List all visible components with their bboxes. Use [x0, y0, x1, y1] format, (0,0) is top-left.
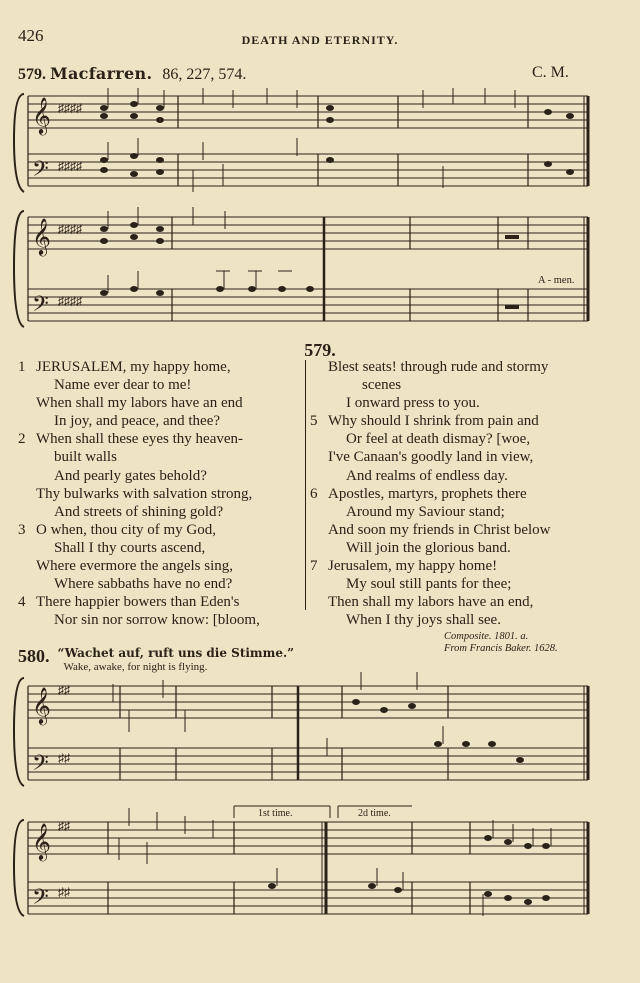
verse-line: Blest seats! through rude and stormy — [328, 359, 549, 375]
verse-number: 3 — [18, 521, 26, 538]
svg-text:♯♯: ♯♯ — [58, 751, 70, 765]
verse-number: 6 — [310, 485, 318, 502]
running-title: DEATH AND ETERNITY. — [241, 33, 399, 47]
svg-text:𝄢: 𝄢 — [32, 157, 49, 187]
verse-line: When I thy joys shall see. — [346, 612, 501, 629]
verse-line: Where sabbaths have no end? — [54, 576, 233, 593]
verse-number: 7 — [310, 558, 318, 575]
verse-line: Nor sin nor sorrow know: [bloom, — [54, 612, 260, 629]
verse-1 — [18, 358, 306, 430]
verse-line: Thy bulwarks with salvation strong, — [36, 485, 253, 502]
verse-line: When shall my labors have an end — [36, 395, 243, 412]
verse-line: O when, thou city of my God, — [36, 521, 216, 538]
verse-line: Shall I thy courts ascend, — [54, 539, 206, 556]
svg-text:♯♯♯♯: ♯♯♯♯ — [58, 101, 82, 115]
verse-line: Around my Saviour stand; — [346, 503, 505, 520]
hymn-579-heading — [18, 64, 246, 84]
svg-text:𝄢: 𝄢 — [32, 292, 49, 322]
verse-number: 2 — [18, 431, 26, 448]
verse-7 — [310, 557, 610, 629]
svg-text:♯♯♯♯: ♯♯♯♯ — [58, 294, 82, 308]
hymn-number: 580. — [18, 646, 50, 666]
verse-number: 1 — [18, 359, 26, 375]
svg-text:♯♯: ♯♯ — [58, 819, 70, 833]
verse-4 — [18, 593, 306, 629]
meter: C. M. — [532, 64, 569, 81]
music-system-580-b — [0, 800, 640, 920]
verse-line: And soon my friends in Christ below — [328, 521, 551, 538]
verse-line: There happier bowers than Eden's — [36, 594, 240, 611]
column-divider — [305, 360, 306, 610]
hymn-580-titles — [58, 646, 295, 674]
verse-2 — [18, 430, 306, 520]
verse-line: I onward press to you. — [346, 395, 480, 412]
amen-label: A - men. — [538, 275, 575, 286]
first-ending-label: 1st time. — [258, 808, 293, 819]
verse-6 — [310, 485, 610, 557]
music-system-579-b — [0, 205, 640, 335]
svg-text:𝄞: 𝄞 — [32, 686, 51, 724]
verse-line: Or feel at death dismay? [woe, — [346, 431, 531, 448]
hymn-text-number: 579. — [304, 340, 336, 360]
verses-right-column — [310, 358, 610, 655]
svg-text:♯♯♯♯: ♯♯♯♯ — [58, 222, 82, 236]
verse-line: JERUSALEM, my happy home, — [36, 359, 231, 375]
svg-text:𝄢: 𝄢 — [32, 751, 49, 781]
verse-line: And realms of endless day. — [346, 467, 508, 484]
verse-number: 4 — [18, 594, 26, 611]
svg-text:𝄢: 𝄢 — [32, 885, 49, 915]
tune-name: Macfarren. — [50, 64, 153, 83]
verse-line: Why should I shrink from pain and — [328, 413, 539, 430]
verse-line: Apostles, martyrs, prophets there — [328, 485, 527, 502]
svg-text:♯♯: ♯♯ — [58, 885, 70, 899]
svg-text:♯♯: ♯♯ — [58, 683, 70, 697]
music-system-579-a — [0, 88, 640, 198]
verse-line: Will join the glorious band. — [346, 539, 511, 556]
verse-line: Name ever dear to me! — [54, 377, 192, 394]
verse-5 — [310, 412, 610, 484]
english-title: Wake, awake, for night is flying. — [63, 661, 208, 673]
svg-text:𝄞: 𝄞 — [32, 822, 51, 860]
page-number: 426 — [18, 26, 44, 45]
verse-3 — [18, 521, 306, 593]
verse-line: And streets of shining gold? — [54, 503, 224, 520]
second-ending-label: 2d time. — [358, 808, 391, 819]
verse-line: Then shall my labors have an end, — [328, 594, 534, 611]
hymn-580-heading — [18, 646, 294, 674]
svg-text:𝄞: 𝄞 — [32, 217, 51, 255]
verse-number: 5 — [310, 413, 318, 430]
svg-text:𝄞: 𝄞 — [32, 96, 51, 134]
verse-line: Jerusalem, my happy home! — [328, 558, 498, 575]
verse-line: scenes — [362, 377, 402, 394]
verses-left-column — [18, 358, 306, 629]
verse-line: My soul still pants for thee; — [346, 576, 512, 593]
hymn-number: 579. — [18, 66, 46, 83]
verse-4-continued — [310, 358, 610, 412]
german-title: “Wachet auf, ruft uns die Stimme.” — [57, 646, 295, 660]
verse-line: I've Canaan's goodly land in view, — [328, 449, 534, 466]
credit-line: From Francis Baker. 1628. — [444, 643, 558, 655]
cross-references: 86, 227, 574. — [162, 66, 247, 83]
verse-line: Where evermore the angels sing, — [36, 558, 233, 575]
credit-line: Composite. 1801. a. — [444, 631, 529, 643]
verse-line: And pearly gates behold? — [54, 467, 207, 484]
verse-line: built walls — [54, 449, 117, 466]
verse-line: When shall these eyes thy heaven- — [36, 431, 244, 448]
svg-text:♯♯♯♯: ♯♯♯♯ — [58, 159, 82, 173]
verse-line: In joy, and peace, and thee? — [54, 413, 221, 430]
music-system-580-a — [0, 672, 640, 790]
